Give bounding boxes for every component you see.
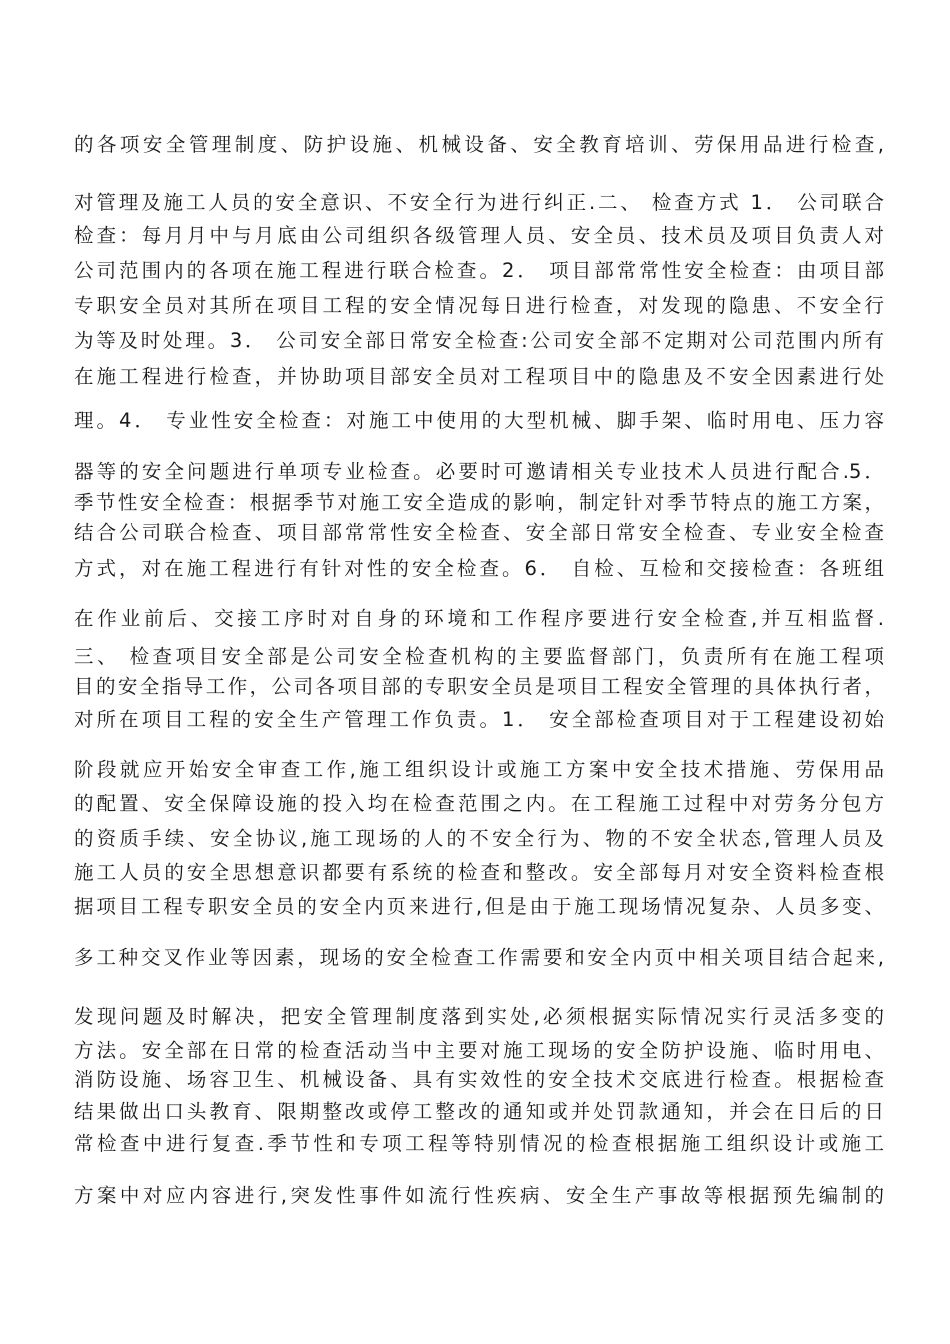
text-line: 的资质手续、安全协议,施工现场的人的不安全行为、物的不安全状态,管理人员及 [74, 827, 884, 850]
text-line: 施工人员的安全思想意识都要有系统的检查和整改。安全部每月对安全资料检查根 [74, 861, 884, 884]
text-line: 理。4． 专业性安全检查：对施工中使用的大型机械、脚手架、临时用电、压力容 [74, 409, 884, 432]
text-line: 检查：每月月中与月底由公司组织各级管理人员、安全员、技术员及项目负责人对 [74, 224, 884, 247]
text-line: 对管理及施工人员的安全意识、不安全行为进行纠正.二、 检查方式 1． 公司联合 [74, 191, 884, 214]
text-line: 方案中对应内容进行,突发性事件如流行性疾病、安全生产事故等根据预先编制的 [74, 1184, 884, 1207]
text-line: 结合公司联合检查、项目部常常性安全检查、安全部日常安全检查、专业安全检查 [74, 521, 884, 544]
text-line: 季节性安全检查：根据季节对施工安全造成的影响，制定针对季节特点的施工方案， [74, 491, 884, 514]
text-line: 的配置、安全保障设施的投入均在检查范围之内。在工程施工过程中对劳务分包方 [74, 792, 884, 815]
text-line: 目的安全指导工作，公司各项目部的专职安全员是项目工程安全管理的具体执行者， [74, 675, 884, 698]
text-line: 发现问题及时解决，把安全管理制度落到实处,必须根据实际情况实行灵活多变的 [74, 1005, 884, 1028]
text-line: 为等及时处理。3． 公司安全部日常安全检查:公司安全部不定期对公司范围内所有 [74, 329, 884, 352]
text-line: 专职安全员对其所在项目工程的安全情况每日进行检查，对发现的隐患、不安全行 [74, 294, 884, 317]
text-line: 方法。安全部在日常的检查活动当中主要对施工现场的安全防护设施、临时用电、 [74, 1039, 884, 1062]
text-line: 消防设施、场容卫生、机械设备、具有实效性的安全技术交底进行检查。根据检查 [74, 1068, 884, 1091]
text-line: 器等的安全问题进行单项专业检查。必要时可邀请相关专业技术人员进行配合.5． [74, 460, 884, 483]
text-line: 的各项安全管理制度、防护设施、机械设备、安全教育培训、劳保用品进行检查, [74, 133, 884, 156]
text-line: 三、 检查项目安全部是公司安全检查机构的主要监督部门，负责所有在施工程项 [74, 645, 884, 668]
text-line: 据项目工程专职安全员的安全内页来进行,但是由于施工现场情况复杂、人员多变、 [74, 895, 884, 918]
text-line: 对所在项目工程的安全生产管理工作负责。1． 安全部检查项目对于工程建设初始 [74, 708, 884, 731]
text-line: 公司范围内的各项在施工程进行联合检查。2． 项目部常常性安全检查：由项目部 [74, 259, 884, 282]
text-line: 常检查中进行复查.季节性和专项工程等特别情况的检查根据施工组织设计或施工 [74, 1132, 884, 1155]
text-line: 在作业前后、交接工序时对自身的环境和工作程序要进行安全检查,并互相监督. [74, 607, 884, 630]
text-line: 方式，对在施工程进行有针对性的安全检查。6． 自检、互检和交接检查：各班组 [74, 557, 884, 580]
text-line: 多工种交叉作业等因素，现场的安全检查工作需要和安全内页中相关项目结合起来, [74, 946, 884, 969]
text-line: 阶段就应开始安全审查工作,施工组织设计或施工方案中安全技术措施、劳保用品 [74, 758, 884, 781]
text-line: 在施工程进行检查，并协助项目部安全员对工程项目中的隐患及不安全因素进行处 [74, 365, 884, 388]
text-line: 结果做出口头教育、限期整改或停工整改的通知或并处罚款通知，并会在日后的日 [74, 1100, 884, 1123]
